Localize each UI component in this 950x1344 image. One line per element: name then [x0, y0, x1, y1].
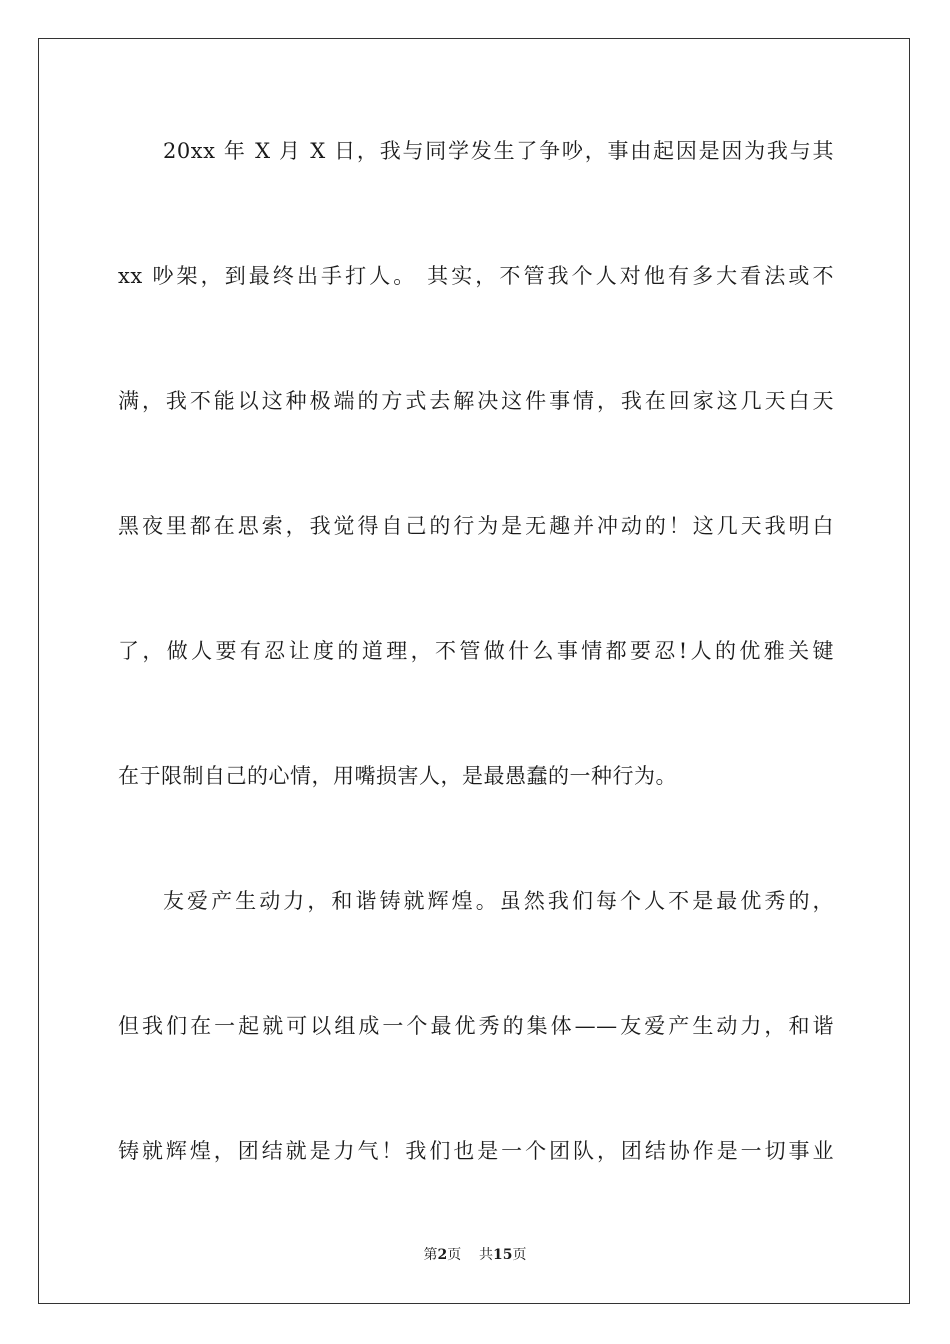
- footer-total-suffix: 页: [512, 1247, 527, 1263]
- paragraph-2-line-1: 友爱产生动力，和谐铸就辉煌。虽然我们每个人不是最优秀的，: [163, 889, 834, 913]
- page-footer: [0, 1246, 950, 1264]
- paragraph-2-line-2: 但我们在一起就可以组成一个最优秀的集体——友爱产生动力，和谐: [118, 1014, 834, 1038]
- paragraph-1-line-3: 满，我不能以这种极端的方式去解决这件事情，我在回家这几天白天: [118, 389, 834, 413]
- paragraph-2-line-3: 铸就辉煌，团结就是力气！我们也是一个团队，团结协作是一切事业: [118, 1139, 834, 1163]
- footer-page-prefix: 第: [423, 1247, 438, 1263]
- paragraph-1-line-1: 20xx 年 X 月 X 日，我与同学发生了争吵，事由起因是因为我与其: [163, 139, 834, 163]
- paragraph-1-line-2: xx 吵架，到最终出手打人。 其实，不管我个人对他有多大看法或不: [118, 264, 834, 288]
- footer-total-pages: 15: [493, 1247, 513, 1263]
- paragraph-1-line-6: 在于限制自己的心情，用嘴损害人，是最愚蠢的一种行为。: [118, 764, 677, 788]
- footer-page-suffix: 页: [447, 1247, 462, 1263]
- footer-total-prefix: 共: [479, 1247, 494, 1263]
- paragraph-1-line-4: 黑夜里都在思索，我觉得自己的行为是无趣并冲动的！这几天我明白: [118, 514, 834, 538]
- paragraph-1-line-5: 了，做人要有忍让度的道理，不管做什么事情都要忍!人的优雅关键: [118, 639, 834, 663]
- page-frame: [38, 38, 910, 1304]
- footer-page-number: 2: [437, 1247, 448, 1263]
